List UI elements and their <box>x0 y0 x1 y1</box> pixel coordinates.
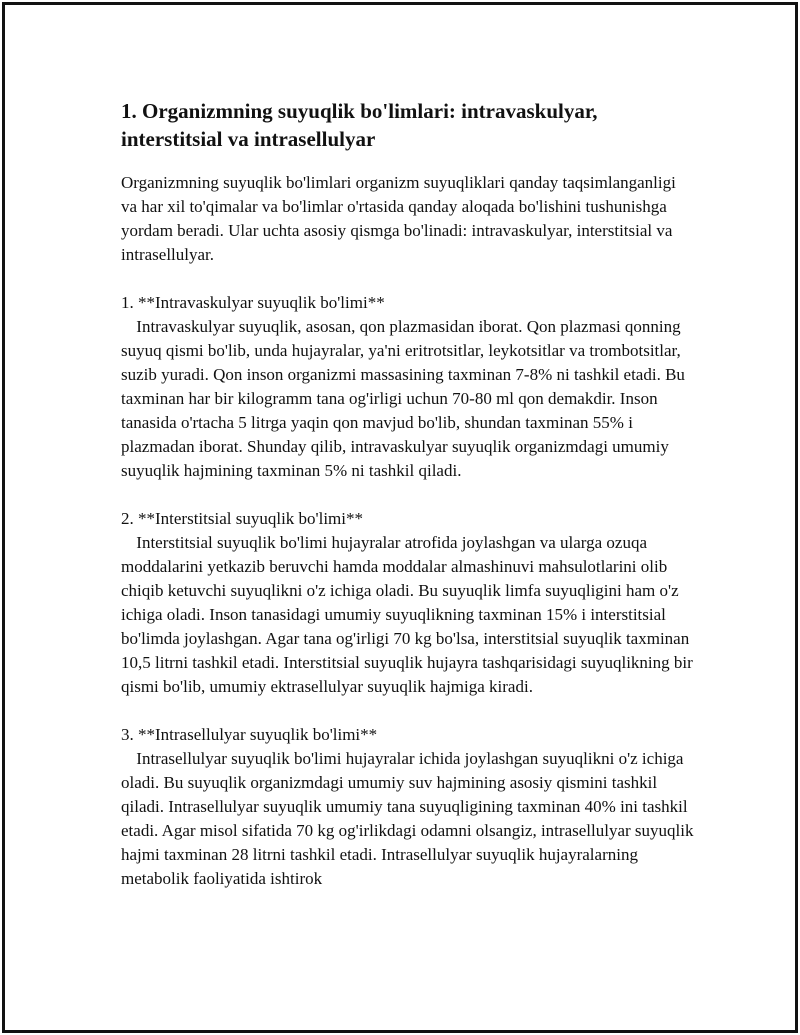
page-frame <box>2 2 798 1033</box>
section-interstitial <box>121 507 695 699</box>
section-intracellular <box>121 723 695 891</box>
section-body: Intrasellulyar suyuqlik bo'limi hujayralar ichida joylashgan suyuqlikni o'z ichiga oladi. Bu suyuqlik organizmdagi umumiy suv hajmining asosiy qismini tashkil qiladi. Intrasellulyar suyuqlik umumiy tana suyuqligining taxminan 40% ini tashkil etadi. Agar misol sifatida 70 kg og'irlikdagi odamni olsangiz, intrasellulyar suyuqlik hajmi taxminan 28 litrni tashkil etadi. Intrasellulyar suyuqlik hujayralarning metabolik faoliyatida ishtirok <box>121 749 694 888</box>
document-content <box>121 97 695 891</box>
section-body: Intravaskulyar suyuqlik, asosan, qon plazmasidan iborat. Qon plazmasi qonning suyuq qismi bo'lib, unda hujayralar, ya'ni eritrotsitlar, leykotsitlar va trombotsitlar, suzib yuradi. Qon inson organizmi massasining taxminan 7-8% ni tashkil etadi. Bu taxminan har bir kilogramm tana og'irligi uchun 70-80 ml qon demakdir. Inson tanasida o'rtacha 5 litrga yaqin qon mavjud bo'lib, shundan taxminan 55% i plazmadan iborat. Shunday qilib, intravaskulyar suyuqlik organizmdagi umumiy suyuqlik hajmining taxminan 5% ni tashkil qiladi. <box>121 317 685 480</box>
section-heading: 3. **Intrasellulyar suyuqlik bo'limi** <box>121 725 378 744</box>
intro-paragraph: Organizmning suyuqlik bo'limlari organizm suyuqliklari qanday taqsimlanganligi va har xil to'qimalar va bo'limlar o'rtasida qanday aloqada bo'lishini tushunishga yordam beradi. Ular uchta asosiy qismga bo'linadi: intravaskulyar, interstitsial va intrasellulyar. <box>121 173 676 264</box>
section-intravascular <box>121 291 695 483</box>
document-title: 1. Organizmning suyuqlik bo'limlari: intravaskulyar, interstitsial va intrasellulyar <box>121 99 598 151</box>
section-heading: 2. **Interstitsial suyuqlik bo'limi** <box>121 509 364 528</box>
section-body: Interstitsial suyuqlik bo'limi hujayralar atrofida joylashgan va ularga ozuqa moddalarini yetkazib beruvchi hamda moddalar almashinuvi mahsulotlarini olib chiqib ketuvchi suyuqlikni o'z ichiga oladi. Bu suyuqlik limfa suyuqligini ham o'z ichiga oladi. Inson tanasidagi umumiy suyuqlikning taxminan 15% i interstitsial bo'limda joylashgan. Agar tana og'irligi 70 kg bo'lsa, interstitsial suyuqlik taxminan 10,5 litrni tashkil etadi. Interstitsial suyuqlik hujayra tashqarisidagi suyuqlikning bir qismi bo'lib, umumiy ektrasellulyar suyuqlik hajmiga kiradi. <box>121 533 693 696</box>
section-heading: 1. **Intravaskulyar suyuqlik bo'limi** <box>121 293 385 312</box>
